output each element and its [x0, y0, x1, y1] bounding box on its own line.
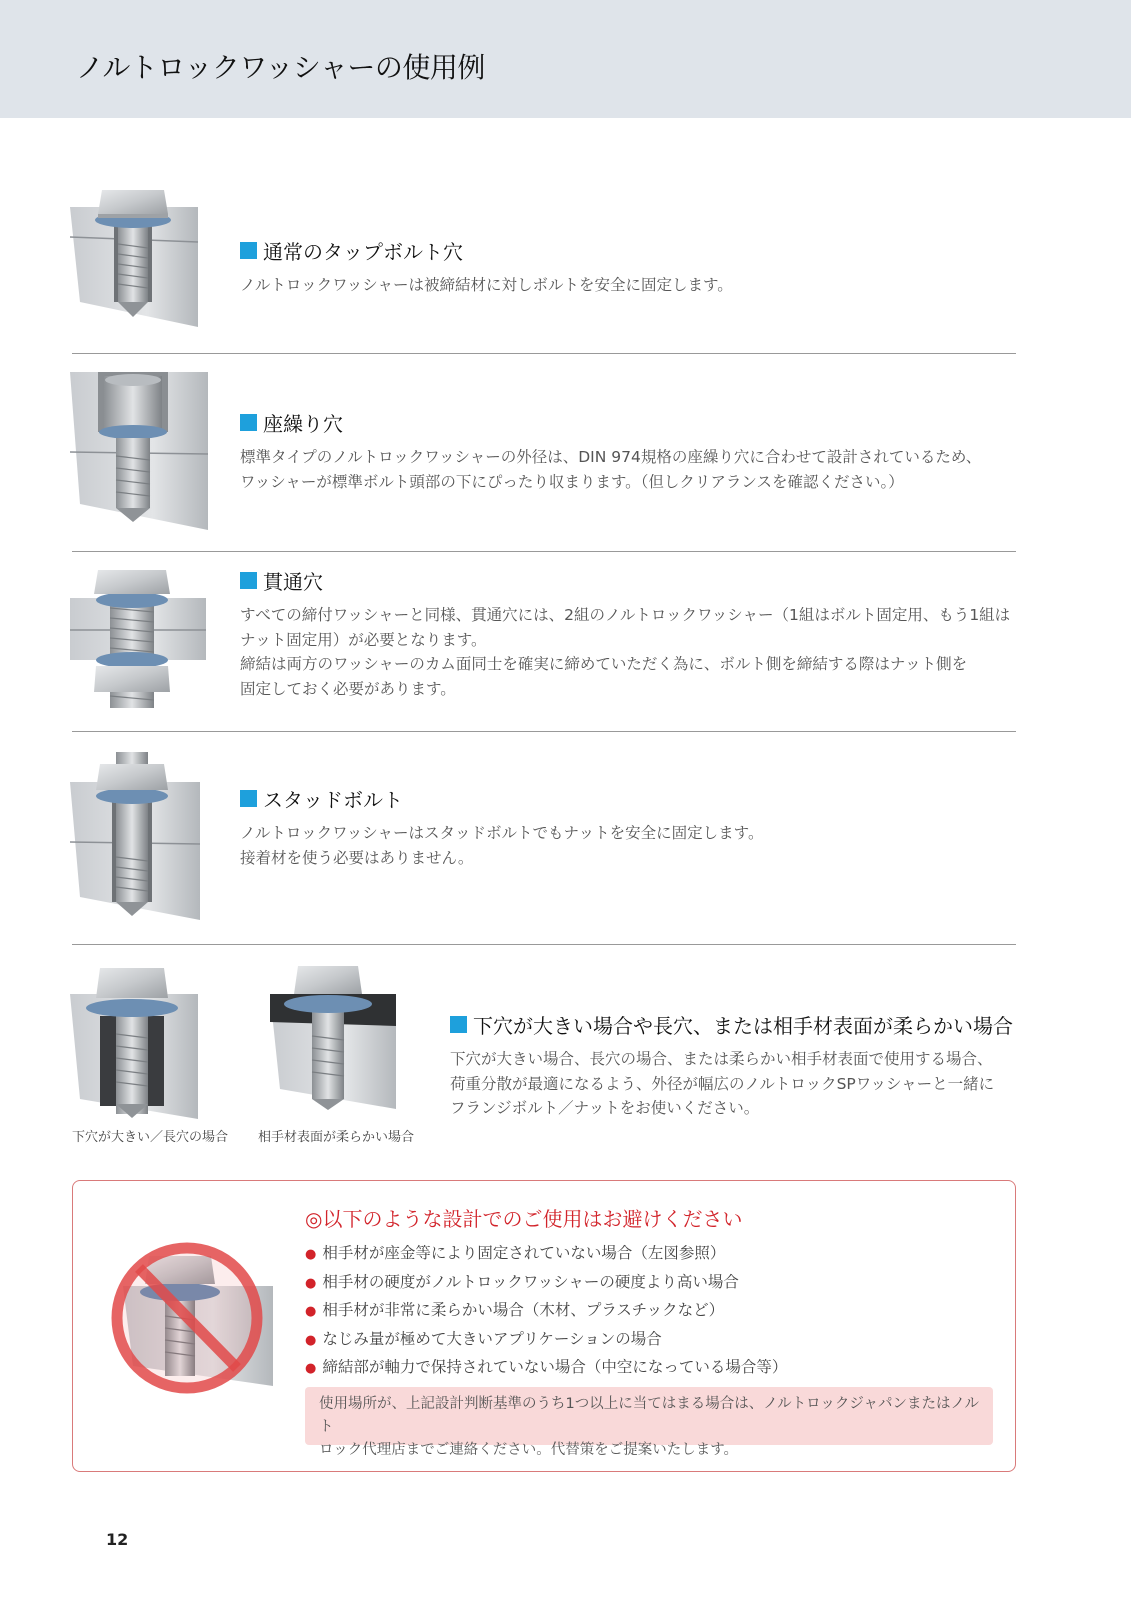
- section-divider: [72, 944, 1016, 945]
- through-hole-illustration: [70, 568, 210, 720]
- section-divider: [72, 731, 1016, 732]
- note-line: 使用場所が、上記設計判断基準のうち1つ以上に当てはまる場合は、ノルトロックジャパンまたはノルト: [319, 1396, 979, 1435]
- stud-bolt-illustration: [70, 752, 210, 926]
- bullet-icon: ●: [305, 1361, 317, 1376]
- section-large-hole: [450, 1010, 1013, 1121]
- contact-note: [305, 1387, 993, 1458]
- section-stud-bolt: [240, 784, 763, 870]
- section-divider: [72, 353, 1016, 354]
- section-line: 接着材を使う必要はありません。: [240, 848, 474, 867]
- section-line: 標準タイプのノルトロックワッシャーの外径は、DIN 974規格の座繰り穴に合わせて設計されているため、: [240, 448, 982, 466]
- tapped-hole-illustration: [70, 182, 210, 336]
- blue-square-icon: [240, 572, 257, 589]
- blue-square-icon: [450, 1016, 467, 1033]
- page-header: [0, 0, 1131, 118]
- page-number: 12: [106, 1530, 129, 1549]
- section-line: すべての締付ワッシャーと同様、貫通穴には、2組のノルトロックワッシャー（1組はボルト固定用、もう1組は: [240, 606, 1011, 624]
- section-title: 下穴が大きい場合や長穴、または相手材表面が柔らかい場合: [473, 1014, 1013, 1038]
- section-title: 通常のタップボルト穴: [263, 240, 463, 264]
- image-caption: 下穴が大きい／長穴の場合: [72, 1130, 229, 1145]
- section-counterbore: [240, 408, 981, 494]
- large-hole-illustration: [70, 964, 206, 1128]
- counterbore-illustration: [70, 372, 210, 536]
- warning-item: ● なじみ量が極めて大きいアプリケーションの場合: [305, 1329, 662, 1348]
- bullet-icon: ●: [305, 1275, 317, 1291]
- warning-item: ● 相手材の硬度がノルトロックワッシャーの硬度より高い場合: [305, 1272, 739, 1291]
- section-line: ワッシャーが標準ボルト頭部の下にぴったり収まります。（但しクリアランスを確認ください。）: [240, 472, 904, 491]
- section-line: ナット固定用）が必要となります。: [240, 630, 487, 649]
- section-tapped-hole: [240, 236, 733, 298]
- note-line: ロック代理店までご連絡ください。代替策をご提案いたします。: [319, 1442, 739, 1458]
- section-title: スタッドボルト: [263, 788, 403, 812]
- soft-surface-illustration: [266, 964, 402, 1118]
- prohibited-usage-illustration: [103, 1226, 283, 1410]
- section-line: フランジボルト／ナットをお使いください。: [450, 1099, 760, 1117]
- image-caption: 相手材表面が柔らかい場合: [258, 1130, 415, 1145]
- blue-square-icon: [240, 242, 257, 259]
- blue-square-icon: [240, 414, 257, 431]
- warning-box: [72, 1180, 1016, 1472]
- bullet-icon: ●: [305, 1304, 317, 1319]
- section-line: ノルトロックワッシャーはスタッドボルトでもナットを安全に固定します。: [240, 824, 764, 842]
- section-divider: [72, 551, 1016, 552]
- warning-item: ● 相手材が非常に柔らかい場合（木材、プラスチックなど）: [305, 1301, 725, 1319]
- warning-title: ◎以下のような設計でのご使用はお避けください: [305, 1207, 743, 1231]
- bullet-icon: ●: [305, 1247, 317, 1262]
- warning-list: [305, 1239, 787, 1382]
- section-line: 荷重分散が最適になるよう、外径が幅広のノルトロックSPワッシャーと一緒に: [450, 1074, 995, 1093]
- section-through-hole: [240, 566, 1010, 701]
- warning-item: ● 締結部が軸力で保持されていない場合（中空になっている場合等）: [305, 1358, 788, 1376]
- section-line: 下穴が大きい場合、長穴の場合、または柔らかい相手材表面で使用する場合、: [450, 1050, 993, 1068]
- blue-square-icon: [240, 790, 257, 807]
- section-title: 貫通穴: [263, 570, 323, 594]
- warning-item: ● 相手材が座金等により固定されていない場合（左図参照）: [305, 1244, 726, 1262]
- page-title: ノルトロックワッシャーの使用例: [76, 51, 485, 84]
- section-title: 座繰り穴: [263, 412, 343, 436]
- bullet-icon: ●: [305, 1332, 317, 1348]
- section-line: 固定しておく必要があります。: [240, 679, 456, 698]
- section-line: ノルトロックワッシャーは被締結材に対しボルトを安全に固定します。: [240, 276, 733, 294]
- section-line: 締結は両方のワッシャーのカム面同士を確実に締めていただく為に、ボルト側を締結する際はナット側を: [240, 655, 968, 673]
